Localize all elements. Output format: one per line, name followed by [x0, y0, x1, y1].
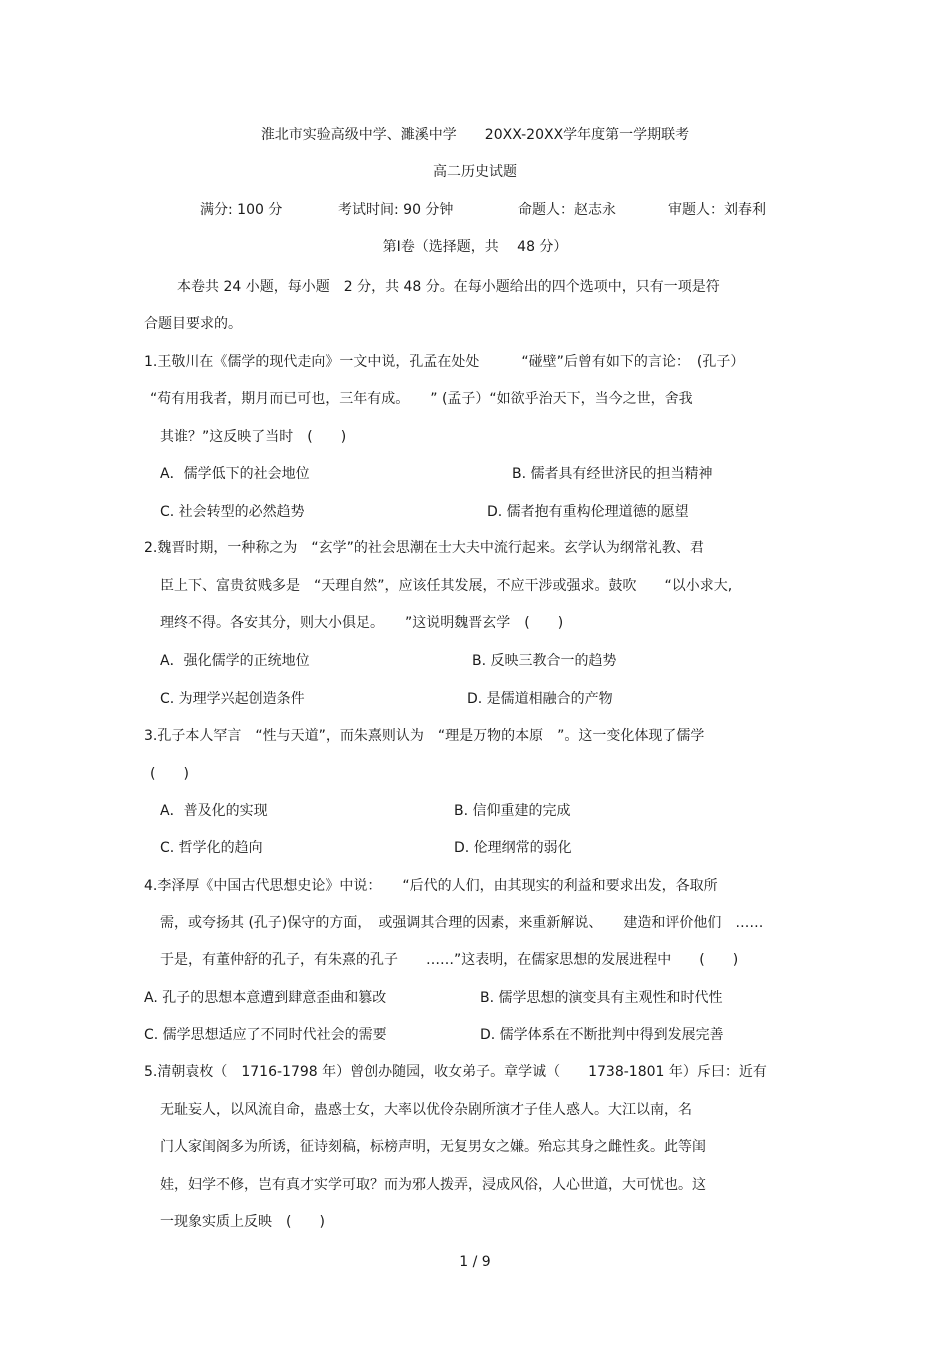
option-c[interactable]: C. 儒学思想适应了不同时代社会的需要: [144, 1027, 387, 1043]
option-c[interactable]: C. 社会转型的必然趋势: [160, 504, 305, 520]
option-d[interactable]: D. 伦理纲常的弱化: [454, 840, 572, 856]
question-stem-line: 一现象实质上反映 ( ): [160, 1214, 325, 1230]
question-stem-line: 无耻妄人，以风流自命，蛊惑士女，大率以优伶杂剧所演才子佳人惑人。大江以南，名: [160, 1102, 692, 1118]
option-b[interactable]: B. 信仰重建的完成: [454, 803, 571, 819]
question-stem-line: 其谁？”这反映了当时 ( ): [160, 429, 347, 445]
option-a[interactable]: A．儒学低下的社会地位: [160, 466, 310, 482]
exam-subject: 高二历史试题: [433, 164, 517, 180]
option-d[interactable]: D. 儒者抱有重构伦理道德的愿望: [487, 504, 689, 520]
option-b[interactable]: B. 儒者具有经世济民的担当精神: [512, 466, 713, 482]
exam-title: 淮北市实验高级中学、濉溪中学 20XX-20XX学年度第一学期联考: [260, 127, 690, 143]
intro-line-2: 合题目要求的。: [144, 316, 242, 332]
question-stem-line: 需，或夸扬其 (孔子)保守的方面， 或强调其合理的因素，来重新解说、 建造和评价他们 ……: [160, 915, 764, 931]
author-label: 命题人：赵志永: [518, 202, 616, 218]
intro-line-1: 本卷共 24 小题，每小题 2 分，共 48 分。在每小题给出的四个选项中，只有一项是符: [177, 279, 720, 295]
option-c[interactable]: C. 为理学兴起创造条件: [160, 691, 305, 707]
question-stem-line: 4.李泽厚《中国古代思想史论》中说： “后代的人们，由其现实的利益和要求出发，各取所: [144, 878, 718, 894]
question-stem-line: 娃，妇学不修，岂有真才实学可取？而为邪人拨弄，浸成风俗，人心世道，大可忧也。这: [160, 1177, 706, 1193]
question-stem-line: 3.孔子本人罕言 “性与天道”，而朱熹则认为 “理是万物的本原 ”。这一变化体现了儒学: [144, 728, 705, 744]
question-stem-line: 2.魏晋时期，一种称之为 “玄学”的社会思潮在士大夫中流行起来。玄学认为纲常礼教、君: [144, 540, 704, 556]
question-stem-line: 1.王敬川在《儒学的现代走向》一文中说，孔孟在处处 “碰壁”后曾有如下的言论： (孔子）: [144, 354, 745, 370]
time-label: 考试时间: 90 分钟: [338, 202, 454, 218]
option-a[interactable]: A．强化儒学的正统地位: [160, 653, 310, 669]
option-d[interactable]: D. 是儒道相融合的产物: [467, 691, 613, 707]
option-a[interactable]: A．普及化的实现: [160, 803, 268, 819]
section-title: 第Ⅰ卷（选择题，共 48 分）: [382, 239, 568, 255]
question-stem-line: 臣上下、富贵贫贱多是 “天理自然”，应该任其发展，不应干涉或强求。鼓吹 “以小求大,: [160, 578, 733, 594]
option-c[interactable]: C. 哲学化的趋向: [160, 840, 263, 856]
score-label: 满分: 100 分: [200, 202, 283, 218]
question-stem-line: 理终不得。各安其分，则大小俱足。 ”这说明魏晋玄学 ( ): [160, 615, 564, 631]
page-number: 1 / 9: [459, 1254, 491, 1270]
question-stem-line: 于是，有董仲舒的孔子，有朱熹的孔子 ……”这表明，在儒家思想的发展进程中 ( ): [160, 952, 739, 968]
reviewer-label: 审题人：刘春利: [668, 202, 766, 218]
question-stem-line: 门人家闺阁多为所诱，征诗刻稿，标榜声明，无复男女之嫌。殆忘其身之雌性炙。此等闺: [160, 1139, 706, 1155]
question-stem-line: ( ): [150, 766, 189, 782]
option-b[interactable]: B. 反映三教合一的趋势: [472, 653, 617, 669]
option-b[interactable]: B. 儒学思想的演变具有主观性和时代性: [480, 990, 723, 1006]
option-d[interactable]: D. 儒学体系在不断批判中得到发展完善: [480, 1027, 724, 1043]
question-stem-line: “苟有用我者，期月而已可也，三年有成。 ” (孟子）“如欲乎治天下，当今之世，舍我: [150, 391, 693, 407]
question-stem-line: 5.清朝袁枚（ 1716-1798 年）曾创办随园，收女弟子。章学诚（ 1738-1801 年）斥曰：近有: [144, 1064, 767, 1080]
option-a[interactable]: A. 孔子的思想本意遭到肆意歪曲和篡改: [144, 990, 387, 1006]
